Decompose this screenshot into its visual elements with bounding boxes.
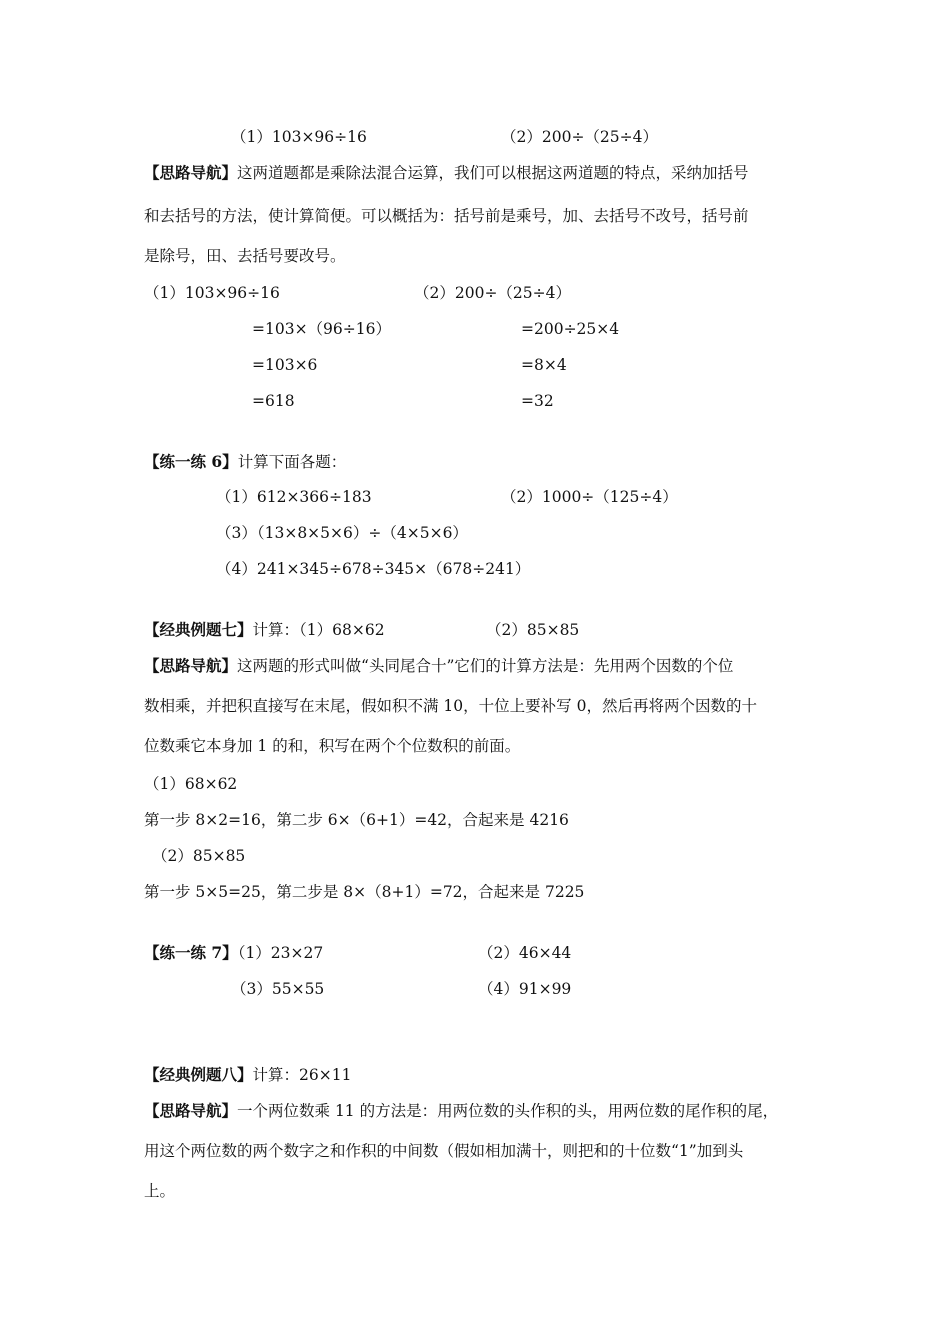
guide2-step1: （1）68×62 <box>144 775 238 793</box>
guide3-line1 <box>144 1101 778 1121</box>
example7-intro: 计算：（1）68×62 <box>252 621 385 639</box>
practice7-header <box>144 943 323 963</box>
practice6-p2: （2）1000÷（125÷4） <box>501 488 678 506</box>
guide2-step3: （2）85×85 <box>152 847 246 865</box>
guide1-label: 【思路导航】 <box>144 163 238 182</box>
example8-header <box>144 1065 351 1085</box>
guide3-label: 【思路导航】 <box>144 1101 238 1120</box>
practice7-p1: （1）23×27 <box>237 944 324 962</box>
guide3-text1: 一个两位数乘 11 的方法是：用两位数的头作积的头，用两位数的尾作积的尾， <box>237 1102 779 1120</box>
example7-label: 【经典例题七】 <box>144 620 253 639</box>
guide1-text1: 这两道题都是乘除法混合运算，我们可以根据这两道题的特点，采纳加括号 <box>237 164 749 182</box>
guide2-text1: 这两题的形式叫做“头同尾合十”它们的计算方法是：先用两个因数的个位 <box>237 657 734 675</box>
example8-label: 【经典例题八】 <box>144 1065 253 1084</box>
example7-p2: （2）85×85 <box>486 621 580 639</box>
solution1-left-2: =103×6 <box>252 356 318 374</box>
practice6-p3: （3）（13×8×5×6）÷（4×5×6） <box>216 524 468 542</box>
guide2-line2: 数相乘，并把积直接写在末尾，假如积不满 10，十位上要补写 0，然后再将两个因数的十 <box>144 697 757 715</box>
solution1-left-1: =103×（96÷16） <box>252 320 391 338</box>
solution1-right-3: =32 <box>521 392 554 410</box>
practice6-p4: （4）241×345÷678÷345×（678÷241） <box>216 560 531 578</box>
guide2-step4: 第一步 5×5=25，第二步是 8×（8+1）=72，合起来是 7225 <box>144 883 585 901</box>
guide1-line2: 和去括号的方法，使计算简便。可以概括为：括号前是乘号，加、去括号不改号，括号前 <box>144 207 749 225</box>
practice7-p3: （3）55×55 <box>231 980 325 998</box>
practice7-label: 【练一练 7】 <box>144 943 238 962</box>
guide2-line1 <box>144 656 733 676</box>
example8-intro: 计算：26×11 <box>252 1066 352 1084</box>
guide1-line1 <box>144 163 749 183</box>
practice6-header <box>144 452 346 472</box>
guide2-step2: 第一步 8×2=16，第二步 6×（6+1）=42，合起来是 4216 <box>144 811 569 829</box>
practice6-p1: （1）612×366÷183 <box>216 488 372 506</box>
top-problem-2: （2）200÷（25÷4） <box>501 128 659 146</box>
solution1-right-0: （2）200÷（25÷4） <box>414 284 572 302</box>
guide2-line3: 位数乘它本身加 1 的和，积写在两个个位数积的前面。 <box>144 737 521 755</box>
solution1-left-0: （1）103×96÷16 <box>144 284 280 302</box>
guide2-label: 【思路导航】 <box>144 656 238 675</box>
solution1-right-2: =8×4 <box>521 356 567 374</box>
guide3-line2: 用这个两位数的两个数字之和作积的中间数（假如相加满十，则把和的十位数“1”加到头 <box>144 1142 744 1160</box>
practice6-label: 【练一练 6】 <box>144 452 238 471</box>
solution1-left-3: =618 <box>252 392 295 410</box>
guide3-line3: 上。 <box>144 1182 176 1200</box>
practice6-intro: 计算下面各题： <box>237 453 347 471</box>
practice7-p2: （2）46×44 <box>478 944 572 962</box>
guide1-line3: 是除号，田、去括号要改号。 <box>144 247 346 265</box>
example7-header <box>144 620 385 640</box>
top-problem-1: （1）103×96÷16 <box>231 128 367 146</box>
practice7-p4: （4）91×99 <box>478 980 572 998</box>
solution1-right-1: =200÷25×4 <box>521 320 620 338</box>
